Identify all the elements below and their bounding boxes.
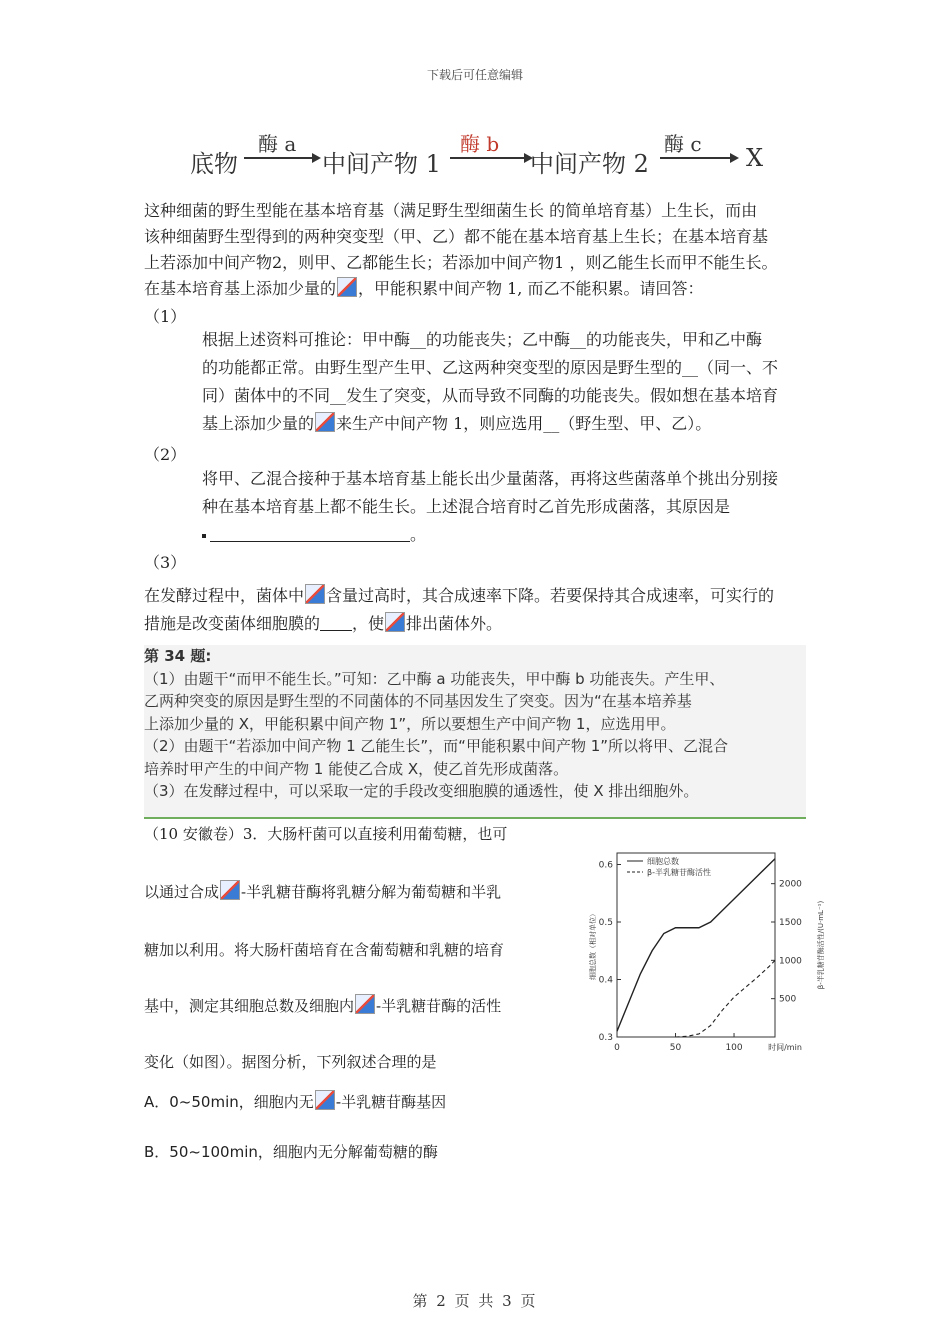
flow-arrow-2 (448, 150, 534, 166)
y-left-tick-label: 0.5 (598, 918, 613, 928)
answer-line: （1）由题干“而甲不能生长。”可知：乙中酶 a 功能丧失，甲中酶 b 功能丧失。产生甲、 (144, 669, 725, 688)
q10-line3: 糖加以利用。将大肠杆菌培育在含葡萄糖和乳糖的培育 (144, 941, 505, 959)
intro-last-text-2: ，甲能积累中间产物 1, 而乙不能积累。请回答： (358, 279, 704, 298)
y-left-axis-label: 细胞总数（相对单位） (589, 910, 597, 980)
legend-label: 细胞总数 (647, 857, 679, 866)
broken-image-icon (305, 584, 325, 604)
q1-last-b: 来生产中间产物 1，则应选用__（野生型、甲、乙）。 (336, 414, 712, 433)
q10-line4a: 基中，测定其细胞总数及细胞内 (144, 997, 355, 1015)
q1-body (202, 326, 814, 438)
flow-product-x: X (746, 144, 764, 172)
q10-line2b: -半乳糖苷酶将乳糖分解为葡萄糖和半乳 (241, 883, 502, 901)
q10-line4b: -半乳糖苷酶的活性 (376, 997, 502, 1015)
q10-line1: （10 安徽卷）3．大肠杆菌可以直接利用葡萄糖，也可 (144, 825, 508, 843)
y-right-tick-label: 1000 (779, 956, 802, 967)
q3-text-c: 措施是改变菌体细胞膜的 (144, 614, 321, 633)
legend-label: β-半乳糖苷酶活性 (647, 868, 711, 877)
y-right-tick-label: 2000 (779, 879, 802, 890)
answer-title: 第 34 题: (144, 647, 212, 665)
q1-number: （1） (144, 307, 187, 326)
broken-image-icon (220, 880, 240, 900)
y-right-axis-label: β-半乳糖苷酶活性/(U·mL⁻¹) (817, 900, 825, 990)
flow-intermediate-2: 中间产物 2 (530, 150, 649, 178)
y-right-tick-label: 1500 (779, 918, 802, 928)
option-b: B．50~100min，细胞内无分解葡萄糖的酶 (144, 1143, 438, 1161)
q10-line4 (144, 994, 564, 1018)
flow-arrow-1 (242, 150, 322, 166)
x-tick-label: 50 (669, 1043, 682, 1053)
q3-body (144, 582, 814, 638)
option-a-text-2: -半乳糖苷酶基因 (335, 1093, 447, 1111)
q3-text-b: 含量过高时，其合成速率下降。若要保持其合成速率，可实行的 (326, 586, 775, 605)
x-tick-label: 0 (614, 1043, 620, 1053)
flow-arrow-3 (658, 150, 740, 166)
broken-image-icon (355, 994, 375, 1014)
q1-line: 的功能都正常。由野生型产生甲、乙这两种突变型的原因是野生型的__（同一、不 (202, 358, 779, 377)
option-a (144, 1090, 564, 1114)
q2-line: 种在基本培育基上都不能生长。上述混合培育时乙首先形成菌落，其原因是 (202, 497, 731, 516)
q3-number: （3） (144, 553, 187, 572)
flow-enzyme-a: 酶 a (258, 132, 297, 156)
q2-end: 。 (410, 525, 427, 544)
series-line-1 (676, 960, 775, 1037)
intro-paragraph (144, 198, 814, 302)
q2-body (202, 465, 814, 549)
q2-number: （2） (144, 445, 187, 464)
x-tick-label: 100 (725, 1043, 743, 1053)
series-line-0 (617, 859, 775, 1032)
flow-intermediate-1: 中间产物 1 (322, 150, 441, 178)
q2-line: 将甲、乙混合接种于基本培育基上能长出少量菌落，再将这些菌落单个挑出分别接 (202, 469, 779, 488)
q1-line: 根据上述资料可推论：甲中酶__的功能丧失；乙中酶__的功能丧失，甲和乙中酶 (202, 330, 763, 349)
q1-line: 同）菌体中的不同__发生了突变，从而导致不同酶的功能丧失。假如想在基本培育 (202, 386, 779, 405)
answer-line: 培养时甲产生的中间产物 1 能使乙合成 X，使乙首先形成菌落。 (144, 759, 569, 778)
q3-line (144, 610, 814, 638)
intro-last-text: 在基本培育基上添加少量的 (144, 279, 337, 298)
intro-line (144, 276, 814, 302)
broken-image-icon (315, 412, 335, 432)
flow-substrate: 底物 (190, 150, 238, 178)
growth-chart (585, 845, 830, 1070)
y-left-tick-label: 0.6 (598, 860, 613, 871)
q10-line5: 变化（如图）。据图分析，下列叙述合理的是 (144, 1053, 437, 1071)
answer-line: （3）在发酵过程中，可以采取一定的手段改变细胞膜的通透性，使 X 排出细胞外。 (144, 782, 699, 800)
answer-line: 上添加少量的 X，甲能积累中间产物 1”，所以要想生产中间产物 1，应选用甲。 (144, 714, 676, 733)
pathway-diagram (190, 128, 770, 176)
page-header: 下载后可任意编辑 (426, 68, 523, 82)
intro-line: 上若添加中间产物2，则甲、乙都能生长；若添加中间产物1 ，则乙能生长而甲不能生长。 (144, 253, 778, 272)
broken-image-icon (315, 1090, 335, 1110)
q3-text-a: 在发酵过程中，菌体中 (144, 586, 305, 605)
y-left-tick-label: 0.3 (598, 1033, 613, 1043)
q3-text-d: ，使 (352, 614, 385, 633)
y-left-tick-label: 0.4 (598, 975, 613, 986)
x-axis-label: 时间/min (768, 1043, 802, 1052)
intro-line: 该种细菌野生型得到的两种突变型（甲、乙）都不能在基本培育基上生长；在基本培育基 (144, 227, 769, 246)
q1-last-a: 基上添加少量的 (202, 414, 315, 433)
q3-text-e: 排出菌体外。 (406, 614, 503, 633)
flow-enzyme-b: 酶 b (460, 132, 500, 156)
broken-image-icon (337, 277, 357, 297)
answer-blank[interactable] (210, 525, 410, 542)
page-footer: 第 2 页 共 3 页 (412, 1292, 538, 1310)
answer-line: （2）由题干“若添加中间产物 1 乙能生长”，而“甲能积累中间产物 1”所以将甲、乙混合 (144, 737, 729, 755)
q1-line (202, 410, 814, 438)
answer-key-image (144, 645, 806, 819)
q3-line (144, 582, 814, 610)
broken-image-icon (385, 612, 405, 632)
y-right-tick-label: 500 (779, 994, 797, 1005)
intro-line: 这种细菌的野生型能在基本培育基（满足野生型细菌生长 的简单培育基）上生长，而由 (144, 201, 758, 220)
plot-frame (617, 853, 775, 1037)
q10-line2 (144, 880, 564, 904)
answer-line: 乙两种突变的原因是野生型的不同菌体的不同基因发生了突变。因为“在基本培养基 (144, 692, 692, 710)
option-a-text: A．0~50min，细胞内无 (144, 1093, 314, 1111)
flow-enzyme-c: 酶 c (664, 132, 702, 156)
q10-line2a: 以通过合成 (144, 883, 220, 901)
q2-answer-line (202, 521, 814, 549)
answer-blank[interactable] (320, 616, 352, 631)
